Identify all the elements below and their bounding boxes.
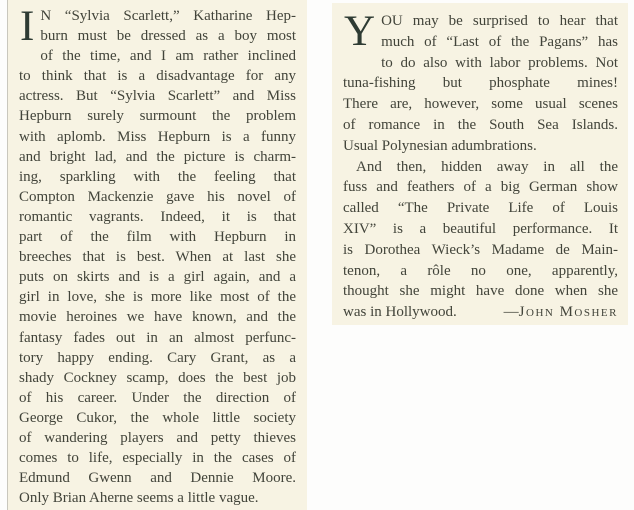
- text-line: much of “Last of the Pagans” has: [381, 33, 618, 50]
- author-name: John Mosher: [518, 304, 618, 321]
- text-line: OU may be surprised to hear that: [381, 13, 618, 29]
- text-line: actress. But “Sylvia Scarlett” and Miss: [19, 88, 296, 105]
- text-line: burn must be dressed as a boy most: [40, 28, 296, 45]
- text-line: called “The Private Life of Louis: [343, 200, 618, 217]
- text-line: is Dorothea Wieck’s Madame de Main-: [343, 241, 618, 258]
- author-signature: [504, 302, 618, 323]
- dropcap-initial: Y: [344, 8, 376, 55]
- text-line: fuss and feathers of a big German show: [343, 179, 618, 196]
- text-fragment: was in Hollywood.: [343, 304, 457, 321]
- text-line: Hepburn surely surmount the problem: [19, 108, 296, 125]
- text-line: movie heroines we have known, and the: [19, 309, 296, 326]
- text-line: N “Sylvia Scarlett,” Katharine Hep-: [40, 8, 296, 24]
- text-line: [343, 302, 618, 323]
- text-line: tenon, a rôle no one, apparently,: [343, 262, 618, 279]
- paragraph: [19, 3, 296, 508]
- paragraph: [343, 8, 618, 157]
- text-line: Compton Mackenzie gave his novel of: [19, 188, 296, 205]
- text-line: puts on skirts and is a girl again, and a: [19, 269, 296, 286]
- text-line: with aplomb. Miss Hepburn is a funny: [19, 128, 296, 145]
- text-line: shady Cockney scamp, does the best job: [19, 369, 296, 386]
- text-line: And then, hidden away in all the: [356, 158, 618, 175]
- text-line: girl in love, she is more like most of the: [19, 289, 296, 306]
- text-line: comes to life, especially in the cases of: [19, 450, 296, 467]
- text-line: to think that is a disadvantage for any: [19, 68, 296, 85]
- text-line: thought she might have done when she: [343, 283, 618, 300]
- text-line: Only Brian Aherne seems a little vague.: [19, 490, 259, 507]
- em-dash: —: [503, 304, 519, 321]
- text-line: of his career. Under the direction of: [19, 389, 296, 406]
- text-line: to do also with labor problems. Not: [381, 54, 618, 71]
- text-line: fantasy fades out in an almost perfunc-: [19, 329, 296, 346]
- text-line: George Cukor, the whole little society: [19, 409, 296, 426]
- text-line: There are, however, some usual scenes: [343, 96, 618, 113]
- text-line: XIV” is a beautiful performance. It: [343, 220, 618, 237]
- text-line: ing, sparkling with the feeling that: [19, 168, 296, 185]
- text-line: tuna-fishing but phosphate mines!: [343, 75, 618, 92]
- text-line: of wandering players and petty thieves: [19, 429, 296, 446]
- text-line: of the time, and I am rather inclined: [40, 48, 296, 65]
- article-column-right: [332, 3, 628, 325]
- dropcap-initial: I: [20, 3, 35, 50]
- text-line: and bright lad, and the picture is charm-: [19, 148, 296, 165]
- text-line: tory happy ending. Cary Grant, as a: [19, 349, 296, 366]
- text-line: Usual Polynesian adumbrations.: [343, 137, 537, 154]
- text-line: of romance in the South Sea Islands.: [343, 116, 618, 133]
- text-line: Edmund Gwenn and Dennie Moore.: [19, 470, 296, 487]
- text-line: breeches that is best. When at last she: [19, 249, 296, 266]
- article-column-left: [7, 0, 307, 510]
- text-line: romantic vagrants. Indeed, it is that: [19, 208, 296, 225]
- text-line: part of the film with Hepburn in: [19, 229, 296, 246]
- paragraph: [343, 157, 618, 323]
